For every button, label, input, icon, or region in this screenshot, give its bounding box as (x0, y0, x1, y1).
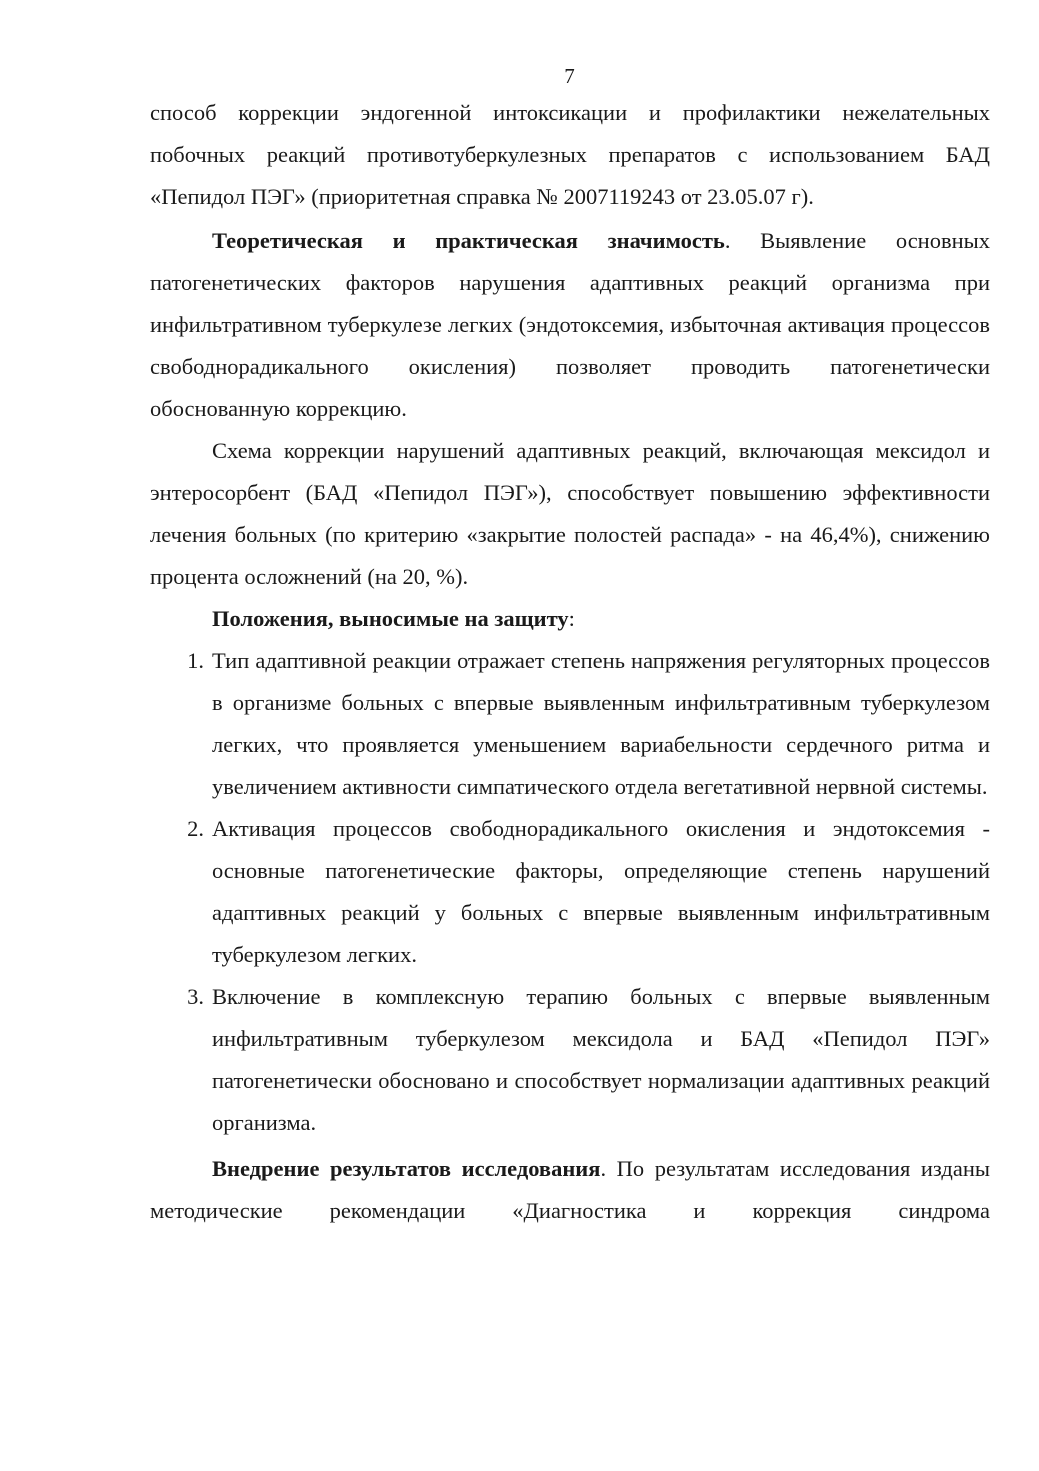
theses-heading: Положения, выносимые на защиту (212, 606, 569, 631)
list-item-number: 3. (187, 984, 204, 1009)
intro-paragraph: способ коррекции эндогенной интоксикации и профилактики нежелательных побочных реакций противотуберкулезных препаратов с использованием БАД «Пепидол ПЭГ» (приоритетная справка № 2007119243 от 23.05.07 г). (150, 100, 990, 209)
list-item (187, 808, 990, 976)
page-number: 7 (564, 64, 575, 88)
significance-heading: Теоретическая и практическая значимость (212, 228, 725, 253)
scheme-paragraph: Схема коррекции нарушений адаптивных реакций, включающая мексидол и энтеросорбент (БАД «Пепидол ПЭГ»), способствует повышению эффективности лечения больных (по критерию «закрытие полостей распада» - на 46,4%), снижению процента осложнений (на 20, %). (150, 438, 990, 589)
implementation-paragraph (150, 1148, 990, 1232)
list-item-text: Тип адаптивной реакции отражает степень напряжения регуляторных процессов в организме больных с впервые выявленным инфильтративным туберкулезом легких, что проявляется уменьшением вариабельности сердечного ритма и увеличением активности симпатического отдела вегетативной нервной системы. (212, 648, 990, 799)
theses-list (150, 640, 990, 1144)
list-item (187, 976, 990, 1144)
significance-paragraph (150, 220, 990, 430)
theses-heading-punct: : (568, 606, 575, 631)
list-item-number: 1. (187, 648, 204, 673)
implementation-heading: Внедрение результатов исследования (212, 1156, 601, 1181)
list-item (187, 640, 990, 808)
significance-heading-punct: . (724, 228, 731, 253)
page-content (150, 92, 990, 1232)
list-item-text: Активация процессов свободнорадикального окисления и эндотоксемия - основные патогенетические факторы, определяющие степень нарушений адаптивных реакций у больных с впервые выявленным инфильтративным туберкулезом легких. (212, 816, 990, 967)
implementation-text: По результатам исследования изданы методические рекомендации «Диагностика и коррекция синдрома (150, 1156, 990, 1223)
list-item-number: 2. (187, 816, 204, 841)
theses-heading-line (150, 598, 990, 640)
list-item-text: Включение в комплексную терапию больных с впервые выявленным инфильтративным туберкулезом мексидола и БАД «Пепидол ПЭГ» патогенетически обосновано и способствует нормализации адаптивных реакций организма. (212, 984, 990, 1135)
implementation-heading-punct: . (600, 1156, 607, 1181)
significance-text: Выявление основных патогенетических факторов нарушения адаптивных реакций организма при инфильтративном туберкулезе легких (эндотоксемия, избыточная активация процессов свободнорадикального окисления) позволяет проводить патогенетически обоснованную коррекцию. (150, 228, 990, 421)
